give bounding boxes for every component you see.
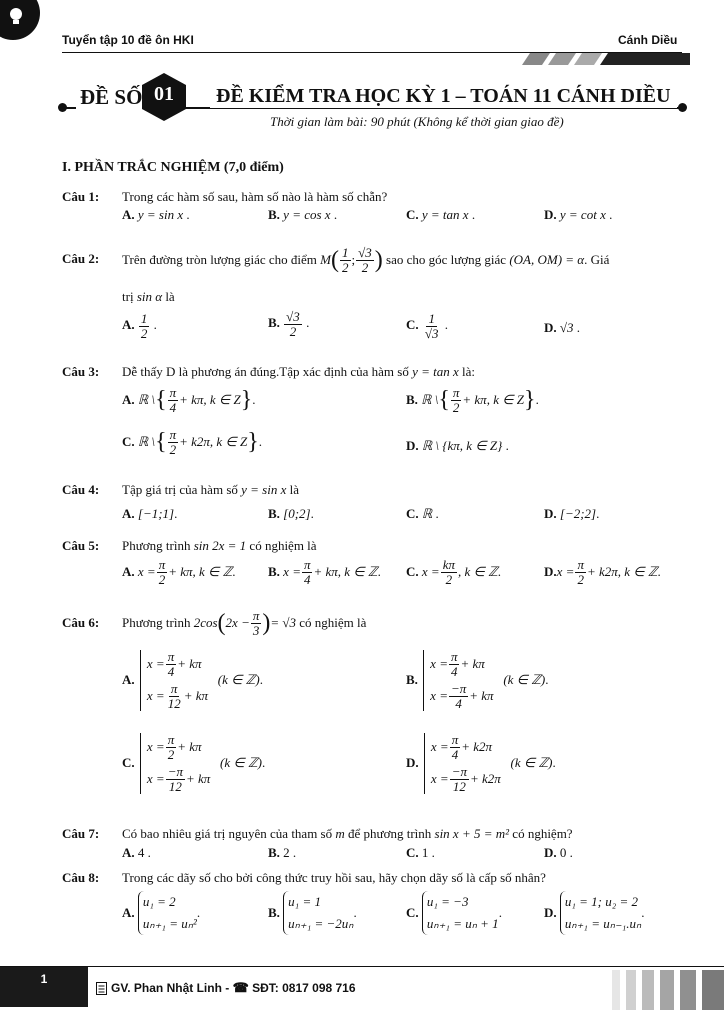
header-stripes — [520, 53, 690, 67]
q2-option-a[interactable]: A. $\frac{1}{2}$ . — [122, 311, 157, 341]
q2-label: Câu 2: — [62, 251, 100, 266]
lightbulb-icon — [0, 0, 40, 40]
q4-label: Câu 4: — [62, 482, 100, 497]
q6-option-b[interactable]: B. x = π 4 + kπ x = −π 4 + kπ (k ∈ ℤ) . — [406, 649, 549, 711]
q1-option-b[interactable]: B. y = cos x . — [268, 207, 338, 222]
q7-option-b[interactable]: B. 2 . — [268, 845, 297, 860]
q5-option-b[interactable]: B. x = $\frac{\pi}{4}$ + kπ, k ∈ ℤ . — [268, 557, 381, 587]
q1-option-a[interactable]: A. y = sin x . — [122, 207, 190, 222]
q4-text: Tập giá trị của hàm số y = sin x là — [122, 482, 300, 497]
q1-label: Câu 1: — [62, 189, 100, 204]
q8-option-d[interactable]: D. u₁ = 1; u₂ = 2 uₙ₊₁ = uₙ₋₁.uₙ . — [544, 891, 644, 935]
q8-text: Trong các dãy số cho bởi công thức truy hồi sau, hãy chọn dãy số là cấp số nhân? — [122, 870, 546, 885]
footer-info: GV. Phan Nhật Linh - ☎ SĐT: 0817 098 716 — [96, 980, 356, 996]
q5-text: Phương trình sin 2x = 1 có nghiệm là — [122, 538, 317, 553]
exam-subtitle: Thời gian làm bài: 90 phút (Không kể thời gian giao đề) — [270, 114, 564, 129]
q8-option-c[interactable]: C. u₁ = −3 uₙ₊₁ = uₙ + 1 . — [406, 891, 502, 935]
q2-option-c[interactable]: C. $\frac{1}{√3}$ . — [406, 311, 449, 341]
header-right: Cánh Diều — [618, 33, 678, 47]
q3-text: Dễ thấy D là phương án đúng.Tập xác định của hàm số y = tan x là: — [122, 364, 476, 379]
footer-stripes — [612, 970, 724, 1010]
corner-logo — [0, 0, 40, 40]
q4-option-b[interactable]: B. [0;2]. — [268, 506, 314, 521]
phone-number: SĐT: 0817 098 716 — [252, 981, 356, 995]
q2-text: Trên đường tròn lượng giác cho điểm M ( 1 2 ; √3 2 ) sao cho góc lượng giác (OA, OM) = α . Giá — [122, 244, 610, 275]
q7-label: Câu 7: — [62, 826, 100, 841]
q7-option-c[interactable]: C. 1 . — [406, 845, 435, 860]
title-dot-left — [58, 103, 67, 112]
q4-option-a[interactable]: A. [−1;1]. — [122, 506, 178, 521]
q2-option-d[interactable]: D. √3 . — [544, 320, 581, 335]
phone-icon: ☎ — [232, 980, 249, 995]
q3-option-b[interactable]: B. ℝ \ { π 2 + kπ, k ∈ Z } . — [406, 385, 539, 415]
q3-label: Câu 3: — [62, 364, 100, 379]
author-name: GV. Phan Nhật Linh — [111, 981, 222, 995]
de-number: 01 — [154, 83, 174, 105]
section-heading: I. PHẦN TRẮC NGHIỆM (7,0 điểm) — [62, 160, 284, 175]
q3-option-d[interactable]: D. ℝ \ {kπ, k ∈ Z} . — [406, 438, 509, 453]
q1-option-d[interactable]: D. y = cot x . — [544, 207, 613, 222]
title-dot-right — [678, 103, 687, 112]
header-left: Tuyển tập 10 đề ôn HKI — [62, 33, 194, 47]
q5-label: Câu 5: — [62, 538, 100, 553]
q7-text: Có bao nhiêu giá trị nguyên của tham số m để phương trình sin x + 5 = m² có nghiệm? — [122, 826, 573, 841]
q1-option-c[interactable]: C. y = tan x . — [406, 207, 476, 222]
q4-option-d[interactable]: D. [−2;2]. — [544, 506, 600, 521]
q2-option-b[interactable]: B. $\frac{√3}{2}$ . — [268, 309, 310, 339]
q8-label: Câu 8: — [62, 870, 100, 885]
q4-option-c[interactable]: C. ℝ . — [406, 506, 439, 521]
q6-label: Câu 6: — [62, 615, 100, 630]
footer-rule — [0, 966, 724, 967]
q5-option-c[interactable]: C. x = $\frac{k\pi}{2}$ , k ∈ ℤ . — [406, 557, 502, 587]
q3-option-a[interactable]: A. ℝ \ { π 4 + kπ, k ∈ Z } . — [122, 385, 256, 415]
q8-option-a[interactable]: A. u₁ = 2 uₙ₊₁ = uₙ² . — [122, 891, 200, 935]
q6-option-d[interactable]: D. x = π 4 + k2π x = −π 12 + k2π (k ∈ ℤ) . — [406, 732, 556, 794]
document-icon — [96, 982, 107, 995]
de-so-label: ĐỀ SỐ — [76, 85, 146, 110]
q5-option-d[interactable]: D. x = $\frac{\pi}{2}$ + k2π, k ∈ ℤ . — [544, 557, 661, 587]
exam-title: ĐỀ KIỂM TRA HỌC KỲ 1 – TOÁN 11 CÁNH DIỀU — [210, 85, 677, 108]
q7-option-d[interactable]: D. 0 . — [544, 845, 573, 860]
q5-option-a[interactable]: A. x = $\frac{\pi}{2}$ + kπ, k ∈ ℤ . — [122, 557, 236, 587]
q1-text: Trong các hàm số sau, hàm số nào là hàm số chẵn? — [122, 189, 388, 204]
q7-option-a[interactable]: A. 4 . — [122, 845, 151, 860]
q6-option-a[interactable]: A. x = π 4 + kπ x = π 12 + kπ (k ∈ ℤ) . — [122, 649, 263, 711]
page-number: 1 — [40, 972, 48, 986]
q8-option-b[interactable]: B. u₁ = 1 uₙ₊₁ = −2uₙ . — [268, 891, 357, 935]
q3-option-c[interactable]: C. ℝ \ { π 2 + k2π, k ∈ Z } . — [122, 427, 263, 457]
q6-text: Phương trình 2cos ( 2x − $\frac{\pi}{3}$ ) = √3 có nghiệm là — [122, 607, 367, 638]
q6-option-c[interactable]: C. x = π 2 + kπ x = −π 12 + kπ (k ∈ ℤ) . — [122, 732, 266, 794]
q2-text-2: trị sin α là — [122, 289, 175, 304]
